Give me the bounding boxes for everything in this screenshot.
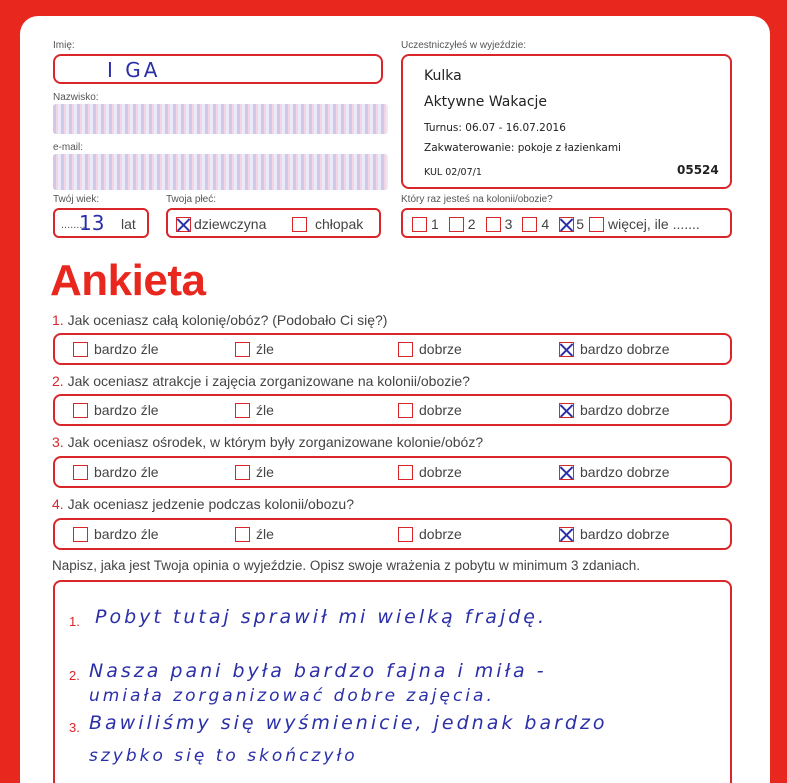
checkbox-boy[interactable] (292, 217, 307, 232)
answer-row-2 (53, 394, 732, 426)
option-label: źle (256, 341, 274, 357)
option-bardzo-zle[interactable] (73, 396, 159, 424)
question-1 (52, 312, 387, 328)
option-dobrze[interactable] (398, 335, 462, 363)
option-label: bardzo dobrze (580, 464, 670, 480)
checkbox[interactable] (398, 342, 413, 357)
option-label: bardzo dobrze (580, 526, 670, 542)
opinion-line-5: szybko się to skończyło (89, 746, 358, 766)
option-label: źle (256, 526, 274, 542)
answer-row-3 (53, 456, 732, 488)
checkbox-times-1[interactable] (412, 217, 427, 232)
trip-turnus: Turnus: 06.07 - 16.07.2016 (424, 122, 566, 134)
trip-accommodation: Zakwaterowanie: pokoje z łazienkami (424, 142, 621, 154)
name-label: Imię: (53, 40, 75, 51)
option-label: bardzo dobrze (580, 402, 670, 418)
option-label: bardzo źle (94, 464, 159, 480)
times-option-label: 3 (504, 216, 513, 232)
answer-row-4 (53, 518, 732, 550)
option-label: bardzo dobrze (580, 341, 670, 357)
checkbox[interactable] (235, 403, 250, 418)
checkbox-checked[interactable] (559, 465, 574, 480)
age-field[interactable] (53, 208, 149, 238)
option-zle[interactable] (235, 396, 274, 424)
checkbox-times-2[interactable] (449, 217, 464, 232)
option-label: dobrze (419, 341, 462, 357)
question-text: Jak oceniasz całą kolonię/obóz? (Podobało Ci się?) (67, 312, 388, 328)
name-field[interactable] (53, 54, 383, 84)
checkbox-times-5[interactable] (559, 217, 574, 232)
question-4 (52, 496, 354, 512)
times-option-label: 1 (431, 216, 439, 232)
option-label: źle (256, 402, 274, 418)
option-bardzo-zle[interactable] (73, 335, 159, 363)
option-label: bardzo źle (94, 526, 159, 542)
surname-label: Nazwisko: (53, 92, 99, 103)
option-label: dobrze (419, 402, 462, 418)
question-number: 1. (52, 312, 64, 328)
trip-info-box (401, 54, 732, 189)
option-bardzo-zle[interactable] (73, 458, 159, 486)
times-option-label: 5 (576, 216, 584, 232)
option-dobrze[interactable] (398, 396, 462, 424)
times-option-label: 2 (467, 216, 476, 232)
trip-name: Kulka (424, 68, 462, 84)
checkbox[interactable] (73, 342, 88, 357)
question-text: Jak oceniasz atrakcje i zajęcia zorganizowane na kolonii/obozie? (67, 373, 470, 389)
checkbox[interactable] (73, 403, 88, 418)
opinion-line-3: umiała zorganizować dobre zajęcia. (89, 686, 495, 706)
trip-number: 05524 (677, 163, 719, 177)
checkbox[interactable] (398, 465, 413, 480)
option-label: źle (256, 464, 274, 480)
times-more-label: więcej, ile ....... (607, 216, 700, 232)
opinion-line-1: Pobyt tutaj sprawił mi wielką frajdę. (95, 606, 548, 628)
checkbox[interactable] (235, 342, 250, 357)
option-label: bardzo źle (94, 341, 159, 357)
name-value: I GA (107, 58, 161, 82)
opinion-textarea[interactable] (53, 580, 732, 783)
option-dobrze[interactable] (398, 520, 462, 548)
age-label: Twój wiek: (53, 194, 100, 205)
option-dobrze[interactable] (398, 458, 462, 486)
question-2 (52, 373, 470, 389)
option-zle[interactable] (235, 520, 274, 548)
survey-title: Ankieta (50, 256, 206, 305)
email-field-redacted (53, 154, 388, 190)
question-number: 3. (52, 434, 64, 450)
checkbox-times-3[interactable] (486, 217, 501, 232)
survey-card (20, 16, 770, 783)
question-text: Jak oceniasz ośrodek, w którym były zorganizowane kolonie/obóz? (67, 434, 484, 450)
opinion-line-2: Nasza pani była bardzo fajna i miła - (89, 660, 547, 682)
option-bardzo-dobrze[interactable] (559, 458, 670, 486)
option-bardzo-dobrze[interactable] (559, 335, 670, 363)
age-value: 13 (79, 211, 105, 235)
option-bardzo-dobrze[interactable] (559, 520, 670, 548)
age-dots: ........ (61, 219, 86, 231)
times-option-label: 4 (541, 216, 550, 232)
checkbox-girl[interactable] (176, 217, 191, 232)
checkbox-checked[interactable] (559, 527, 574, 542)
checkbox-times-more[interactable] (589, 217, 604, 232)
checkbox-checked[interactable] (559, 342, 574, 357)
answer-row-1 (53, 333, 732, 365)
opinion-prompt: Napisz, jaka jest Twoja opinia o wyjeździe. Opisz swoje wrażenia z pobytu w minimum 3 zdaniach. (52, 558, 641, 573)
checkbox[interactable] (398, 527, 413, 542)
option-zle[interactable] (235, 335, 274, 363)
question-3 (52, 434, 483, 450)
question-text: Jak oceniasz jedzenie podczas kolonii/obozu? (67, 496, 354, 512)
trip-code: KUL 02/07/1 (424, 167, 482, 178)
trip-label: Uczestniczyłeś w wyjeździe: (401, 40, 527, 51)
opinion-number: 1. (69, 614, 80, 629)
gender-label: Twoja płeć: (166, 194, 217, 205)
gender-option-label: dziewczyna (194, 216, 267, 232)
option-label: dobrze (419, 526, 462, 542)
option-label: dobrze (419, 464, 462, 480)
checkbox[interactable] (398, 403, 413, 418)
checkbox[interactable] (73, 465, 88, 480)
checkbox-times-4[interactable] (522, 217, 537, 232)
gender-option-boy[interactable] (292, 216, 363, 232)
surname-field-redacted (53, 104, 388, 134)
age-unit: lat (121, 216, 136, 232)
option-bardzo-dobrze[interactable] (559, 396, 670, 424)
opinion-line-4: Bawiliśmy się wyśmienicie, jednak bardzo (89, 712, 608, 734)
email-label: e-mail: (53, 142, 84, 153)
option-zle[interactable] (235, 458, 274, 486)
times-label: Który raz jesteś na kolonii/obozie? (401, 194, 553, 205)
checkbox[interactable] (235, 527, 250, 542)
times-field (401, 208, 732, 238)
opinion-number: 3. (69, 720, 80, 735)
checkbox[interactable] (235, 465, 250, 480)
question-number: 2. (52, 373, 64, 389)
checkbox-checked[interactable] (559, 403, 574, 418)
option-bardzo-zle[interactable] (73, 520, 159, 548)
gender-option-label: chłopak (315, 216, 364, 232)
trip-program: Aktywne Wakacje (424, 94, 548, 110)
gender-field (166, 208, 381, 238)
option-label: bardzo źle (94, 402, 159, 418)
checkbox[interactable] (73, 527, 88, 542)
gender-option-girl[interactable] (176, 216, 266, 232)
opinion-number: 2. (69, 668, 80, 683)
question-number: 4. (52, 496, 64, 512)
